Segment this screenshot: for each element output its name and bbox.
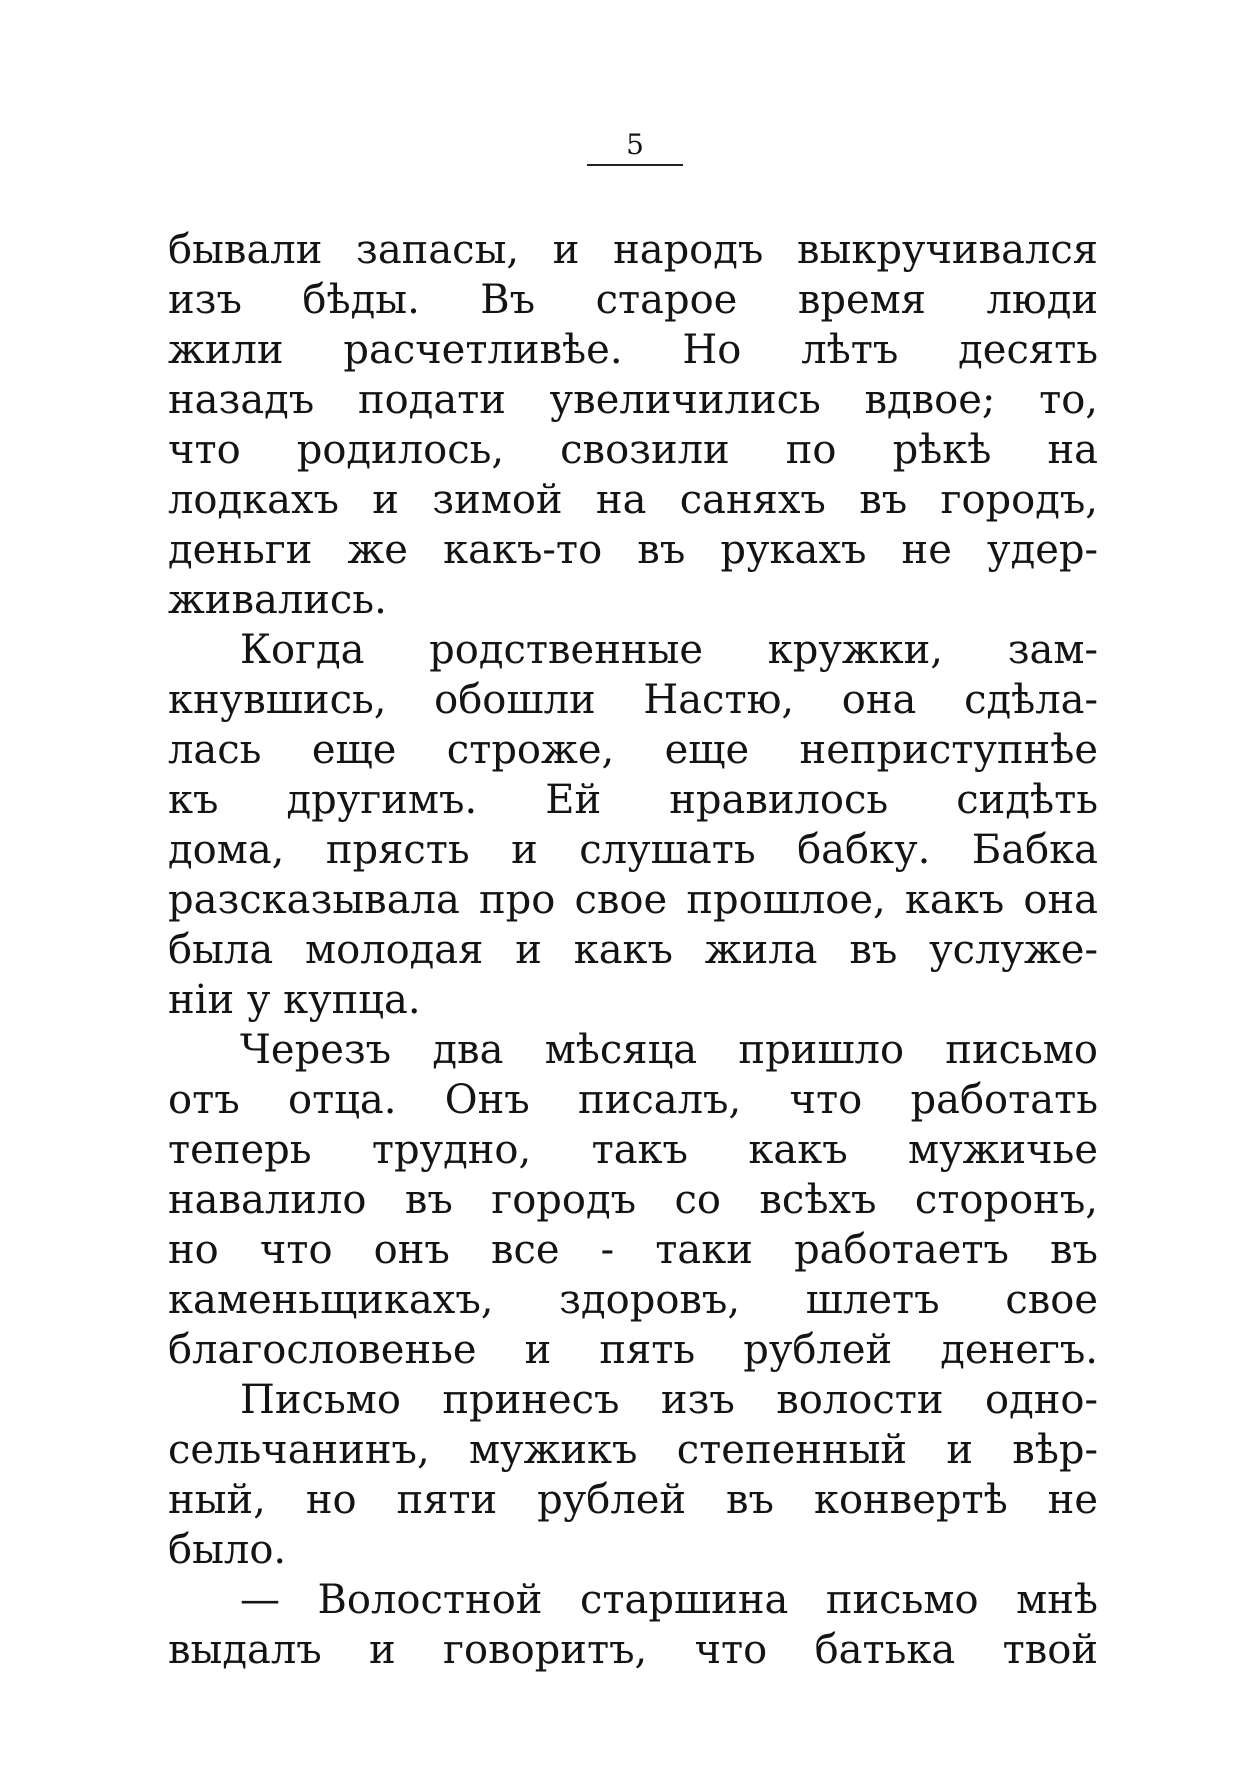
text-line: отъ отца. Онъ писалъ, что работать [168,1077,1098,1123]
text-line: назадъ подати увеличились вдвое; то, [168,377,1098,423]
text-line: ный, но пяти рублей въ конвертѣ не [168,1477,1098,1523]
text-line: выдалъ и говоритъ, что батька твой [168,1627,1098,1673]
text-line: но что онъ все - таки работаетъ въ [168,1227,1098,1273]
text-line: благословенье и пять рублей денегъ. [168,1327,1098,1373]
body-text [168,225,1098,1675]
text-line: изъ бѣды. Въ старое время люди [168,277,1098,323]
text-line: Черезъ два мѣсяца пришло письмо [240,1027,1098,1073]
text-line: Письмо принесъ изъ волости одно- [240,1377,1098,1423]
text-line: лодкахъ и зимой на саняхъ въ городъ, [168,477,1098,523]
text-line: деньги же какъ-то въ рукахъ не удер- [168,527,1098,573]
header-rule [587,164,683,166]
text-line: была молодая и какъ жила въ услуже- [168,927,1098,973]
page-number: 5 [626,128,644,161]
text-line: дома, прясть и слушать бабку. Бабка [168,827,1098,873]
text-line: разсказывала про свое прошлое, какъ она [168,877,1098,923]
text-line: лась еще строже, еще неприступнѣе [168,727,1098,773]
text-line: навалило въ городъ со всѣхъ сторонъ, [168,1177,1098,1223]
text-line: каменьщикахъ, здоровъ, шлетъ свое [168,1277,1098,1323]
page-header [580,128,690,166]
text-line: къ другимъ. Ей нравилось сидѣть [168,777,1098,823]
text-line: теперь трудно, такъ какъ мужичье [168,1127,1098,1173]
text-line: кнувшись, обошли Настю, она сдѣла- [168,677,1098,723]
text-line: живались. [168,577,387,623]
text-line: было. [168,1527,287,1573]
text-line: сельчанинъ, мужикъ степенный и вѣр- [168,1427,1098,1473]
text-line: что родилось, свозили по рѣкѣ на [168,427,1098,473]
text-line: бывали запасы, и народъ выкручивался [168,227,1098,273]
text-line: нiи у купца. [168,977,421,1023]
text-line: — Волостной старшина письмо мнѣ [240,1577,1098,1623]
text-line: Когда родственные кружки, зам- [240,627,1098,673]
text-line: жили расчетливѣе. Но лѣтъ десять [168,327,1098,373]
